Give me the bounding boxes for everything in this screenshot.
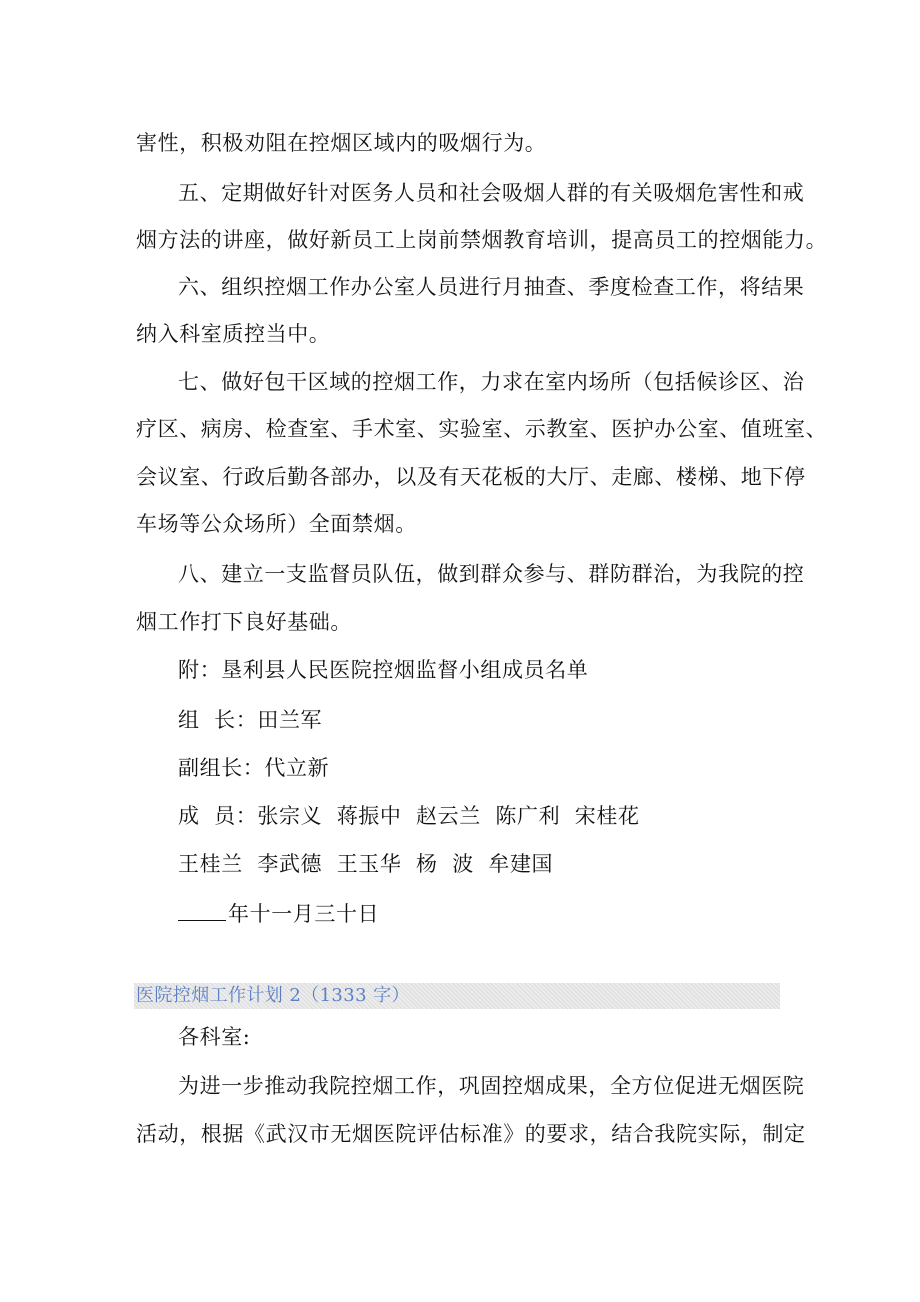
paragraph-line: 五、定期做好针对医务人员和社会吸烟人群的有关吸烟危害性和戒 <box>178 181 805 205</box>
paragraph-line: 疗区、病房、检查室、手术室、实验室、示教室、医护办公室、值班室、 <box>136 417 828 441</box>
paragraph-line: 烟方法的讲座，做好新员工上岗前禁烟教育培训，提高员工的控烟能力。 <box>136 228 828 252</box>
paragraph-line: 车场等公众场所）全面禁烟。 <box>136 512 417 536</box>
paragraph-line: 八、建立一支监督员队伍，做到群众参与、群防群治，为我院的控 <box>178 562 805 586</box>
paragraph-line: 七、做好包干区域的控烟工作，力求在室内场所（包括候诊区、治 <box>178 370 805 394</box>
paragraph-line: 六、组织控烟工作办公室人员进行月抽查、季度检查工作，将结果 <box>178 275 805 299</box>
paragraph-line: 烟工作打下良好基础。 <box>136 610 352 634</box>
date-line <box>178 899 379 929</box>
member-list: 成 员：张宗义 蒋振中 赵云兰 陈广利 宋桂花 <box>178 804 640 828</box>
date-text: 年十一月三十日 <box>228 902 380 926</box>
paragraph-line: 为进一步推动我院控烟工作，巩固控烟成果，全方位促进无烟医院 <box>178 1074 805 1098</box>
appendix-title: 附：垦利县人民医院控烟监督小组成员名单 <box>178 658 589 682</box>
member-leader: 组 长：田兰军 <box>178 708 323 732</box>
member-list-continued: 王桂兰 李武德 王玉华 杨 波 牟建国 <box>178 852 554 876</box>
salutation: 各科室: <box>178 1025 251 1049</box>
paragraph-line: 活动，根据《武汉市无烟医院评估标准》的要求，结合我院实际，制定 <box>136 1122 806 1146</box>
section-heading: 医院控烟工作计划 2（1333 字） <box>136 985 410 1006</box>
paragraph-line: 害性，积极劝阻在控烟区域内的吸烟行为。 <box>136 131 547 155</box>
paragraph-line: 会议室、行政后勤各部办，以及有天花板的大厅、走廊、楼梯、地下停 <box>136 465 806 489</box>
member-deputy: 副组长：代立新 <box>178 756 330 780</box>
paragraph-line: 纳入科室质控当中。 <box>136 322 331 346</box>
date-blank <box>178 902 226 921</box>
